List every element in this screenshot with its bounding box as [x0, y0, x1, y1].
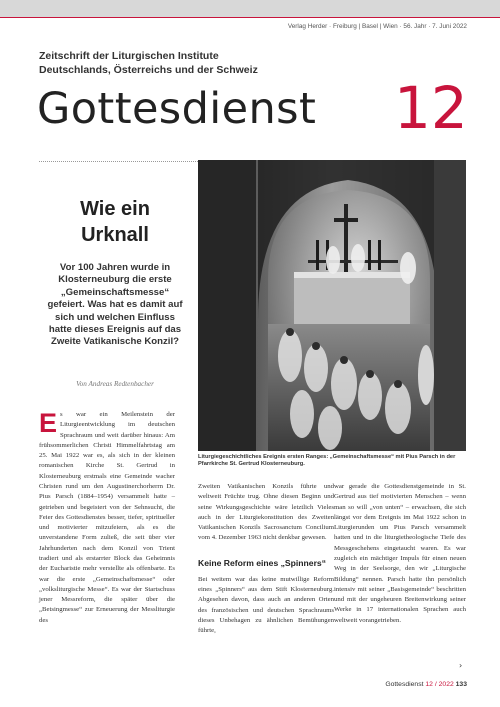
headline-line-2: Urknall — [81, 224, 149, 246]
masthead-subtitle — [39, 50, 258, 77]
photo-caption — [198, 454, 466, 469]
continue-arrow: › — [459, 661, 463, 670]
footer-magazine: Gottesdienst — [385, 681, 424, 688]
masthead-title: Gottesdienst — [37, 84, 317, 134]
subtitle-line-2: Deutschlands, Österreichs und der Schweiz — [39, 63, 258, 76]
issue-line: Verlag Herder · Freiburg | Basel | Wien · 56. Jahr · 7. Juni 2022 — [287, 23, 467, 30]
article-byline: Von Andreas Redtenbacher — [76, 380, 154, 388]
section-heading: Keine Reform eines „Spinners“ — [198, 557, 326, 568]
page-footer — [385, 681, 467, 688]
subtitle-line-1: Zeitschrift der Liturgischen Institute — [39, 50, 219, 62]
article-column-3 — [334, 482, 466, 626]
column-3-text: war gerade die Gottesdienstgemeinde in St. Gertrud aus tief motivierten Menschen – wenn man so will „von unten“ – erwachsen, die sich längst vor dem Ereignis im Mai 1922 schon in Liturgierunden um Pius Parsch versammelt hatten und in die liturgietheologische Tiefe des Messgeschehens eingetaucht waren. Es war zugleich ein mächtiger Impuls für einen neuen Weg in der Seelsorge, den wir „Liturgische Bildung“ nennen. Parsch hatte ihn persönlich intensiv mit seiner „Basisgemeinde“ beschritten und mit der ungeheuren Breitenwirkung seiner Werke in 17 internationalen Sprachen auch weltweit vorangetrieben. — [334, 483, 466, 624]
article-deck: Vor 100 Jahren wurde in Klosterneuburg die erste „Gemeinschaftsmesse“ gefeiert. Was hat es damit auf sich und welchen Einfluss hatte dieses Ereignis auf das Zweite Vatikanische Konzil? — [47, 262, 183, 348]
article-photo — [198, 160, 466, 451]
article-column-2 — [198, 482, 334, 636]
article-headline — [40, 196, 190, 248]
caption-text: Liturgiegeschichtliches Ereignis ersten Ranges: „Gemeinschaftsmesse“ mit Pius Parsch in der Pfarrkirche St. Gertrud Klosterneuburg. — [198, 454, 456, 468]
footer-issue: 12 / 2022 — [425, 681, 454, 688]
headline-line-1: Wie ein — [80, 198, 150, 220]
issue-number: 12 — [394, 74, 468, 142]
page-number: 133 — [455, 681, 467, 688]
column-2-text-b: Bei weitem war das keine mutwillige Reform eines „Spinners“ aus dem Stift Klosterneuburg. Abgesehen davon, dass auch an anderen Orten des französischen und deutschen Sprachraums dieses Unbehagen zu ähnlichen Bemühungen führte, — [198, 575, 334, 635]
column-2-text: Zweiten Vatikanischen Konzils führte und weltweit Früchte trug. Ohne diesen Beginn und seine Wirkungsgeschichte wäre letztlich Vieles auch in der Liturgiekonstitution des Zweiten Vatikanischen Konzils Sacrosanctum Concilium vom 4. Dezember 1963 nicht denkbar gewesen. — [198, 483, 334, 542]
top-bar-accent-rule — [0, 17, 500, 18]
article-column-1 — [39, 410, 175, 626]
top-bar — [0, 0, 500, 17]
dropcap: E — [39, 408, 58, 438]
column-1-text: s war ein Meilenstein der Liturgieentwicklung im deutschen Sprachraum und weit darüber hinaus: Am frühsommerlichen Christi Himmelfahrtstag am 25. Mai 1922 war es, als sich in der kleinen romanischen Kirche St. Gertrud in Klosterneuburg erstmals eine Gemeinde wacher Christen rund um den Augustinerchorherrn Dr. Pius Parsch (1884–1954) versammelt hatte – getrieben und begeistert von der Sehnsucht, die Feier des Gottesdienstes besser, tiefer, spiritueller und motivierter mitzufeiern, als es die unverstandene Form zuließ, die seit über vier Jahrhunderten nach dem Konzil von Trient tradiert und als erstarrter Block das Geheimnis der Eucharistie mehr verstellte als offenbarte. Es war die erste „Gemeinschaftsmesse“ oder „volksliturgische Messe“. Es war der Startschuss jener Messreform, die später über die „Betsingmesse“ zur Erneuerung der Messliturgie des — [39, 411, 175, 624]
